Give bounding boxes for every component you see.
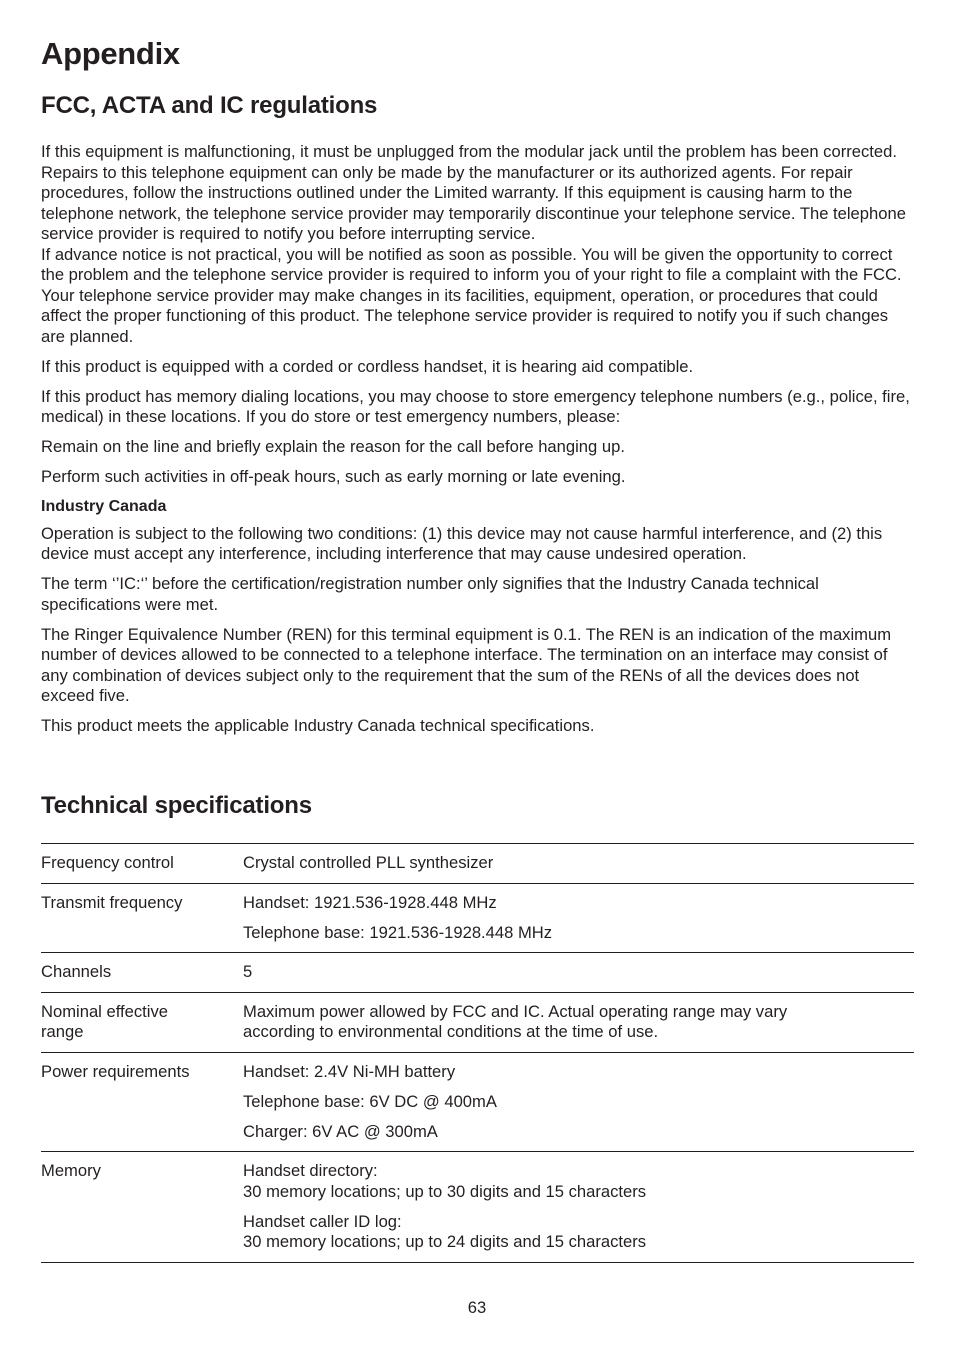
paragraph: If advance notice is not practical, you will be notified as soon as possible. You will be given the opportunity to correct the problem and the telephone service provider is required to inform you of your right to file a complaint with the FCC. Your telephone service provider may make changes in its facilities, equipment, operation, or procedures that could affect the proper functioning of this product. The telephone service provider is required to notify you if such changes are planned. [41,244,902,346]
tech-section-title: Technical specifications [41,792,312,819]
spec-value: Crystal controlled PLL synthesizer [243,853,494,872]
spec-label: Channels [41,962,112,981]
page-number: 63 [467,1298,487,1317]
paragraph: The Ringer Equivalence Number (REN) for this terminal equipment is 0.1. The REN is an indication of the maximum number of devices allowed to be connected to a telephone interface. The termination on an interface may consist of any combination of devices subject only to the requirement that the sum of the RENs of all the devices does not exceed five. [41,624,892,705]
spec-value-cell [243,1052,914,1152]
spec-table-body [41,844,914,1263]
table-row [41,953,914,993]
paragraph: Remain on the line and briefly explain the reason for the call before hanging up. [41,437,625,456]
spec-value: Maximum power allowed by FCC and IC. Actual operating range may vary according to environmental conditions at the time of use. [243,1001,788,1041]
spec-value-cell [243,844,914,884]
industry-canada-heading: Industry Canada [41,498,167,515]
spec-value: Handset: 1921.536-1928.448 MHz [243,892,497,912]
spec-value: Handset directory: 30 memory locations; up to 30 digits and 15 characters [243,1161,647,1201]
spec-table [41,843,914,1263]
fcc-body [41,142,914,746]
spec-label: Frequency control [41,853,174,872]
page-title: Appendix [41,36,180,71]
spec-value: Telephone base: 6V DC @ 400mA [243,1091,497,1111]
table-row [41,1052,914,1152]
spec-value-cell [243,953,914,993]
spec-value: 5 [243,962,253,981]
spec-label: Power requirements [41,1061,190,1081]
spec-value-cell [243,1152,914,1263]
spec-value-cell [243,883,914,953]
paragraph: If this product has memory dialing locations, you may choose to store emergency telephone numbers (e.g., police, fire, medical) in these locations. If you do store or test emergency numbers, please: [41,386,910,426]
table-row [41,1152,914,1263]
spec-label: Memory [41,1161,101,1180]
paragraph: Perform such activities in off-peak hours, such as early morning or late evening. [41,467,626,486]
spec-value-cell [243,992,914,1052]
paragraph: This product meets the applicable Industry Canada technical specifications. [41,716,595,735]
paragraph: Operation is subject to the following two conditions: (1) this device may not cause harmful interference, and (2) this device must accept any interference, including interference that may cause undesired operation. [41,523,883,563]
table-row [41,844,914,884]
spec-label: Transmit frequency [41,892,183,912]
spec-value: Handset caller ID log: 30 memory locations; up to 24 digits and 15 characters [243,1211,647,1251]
paragraph: If this equipment is malfunctioning, it must be unplugged from the modular jack until the problem has been corrected. Repairs to this telephone equipment can only be made by the manufacturer or its authorized agents. For repair procedures, follow the instructions outlined under the Limited warranty. If this equipment is causing harm to the telephone network, the telephone service provider may temporarily discontinue your telephone service. The telephone service provider is required to notify you before interrupting service. [41,142,906,243]
spec-label: Nominal effective range [41,1001,168,1041]
paragraph: The term ‘’IC:‘’ before the certification/registration number only signifies that the Industry Canada technical specifications were met. [41,574,819,614]
spec-value: Telephone base: 1921.536-1928.448 MHz [243,922,553,942]
fcc-section-title: FCC, ACTA and IC regulations [41,92,378,119]
table-row [41,883,914,953]
spec-value: Charger: 6V AC @ 300mA [243,1121,438,1141]
paragraph: If this product is equipped with a corded or cordless handset, it is hearing aid compatible. [41,356,694,376]
spec-value: Handset: 2.4V Ni-MH battery [243,1061,456,1081]
table-row [41,992,914,1052]
